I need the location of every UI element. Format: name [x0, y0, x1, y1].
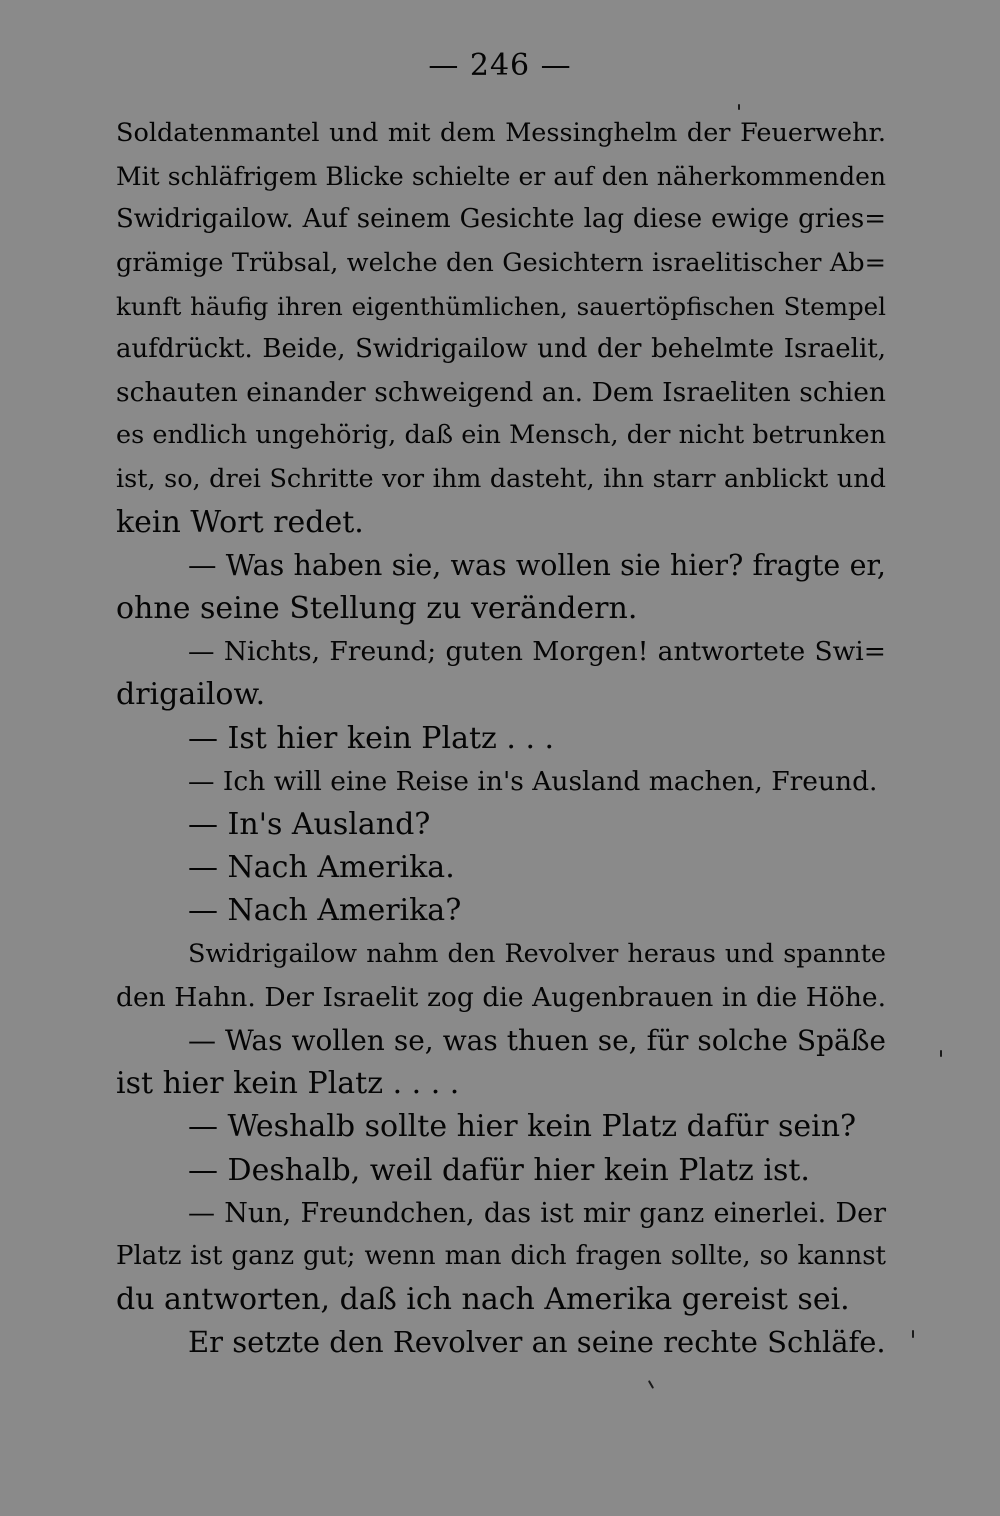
text-line: Soldatenmantel und mit dem Messinghelm der Feuerwehr. [116, 118, 886, 148]
text-line: Swidrigailow nahm den Revolver heraus und spannte [188, 938, 886, 969]
text-line: — Ich will eine Reise in's Ausland machen, Freund. [188, 765, 878, 797]
text-line: aufdrückt. Beide, Swidrigailow und der behelmte Israelit, [116, 333, 886, 364]
print-speck [648, 1380, 654, 1389]
page-text [116, 112, 886, 1364]
text-line: ohne seine Stellung zu verändern. [116, 591, 638, 627]
text-line: den Hahn. Der Israelit zog die Augenbrauen in die Höhe. [116, 981, 886, 1013]
text-line: — Nach Amerika. [188, 850, 455, 886]
text-line: Swidrigailow. Auf seinem Gesichte lag diese ewige gries= [116, 204, 886, 235]
text-line: du antworten, daß ich nach Amerika gereist sei. [116, 1282, 850, 1318]
text-line: Er setzte den Revolver an seine rechte Schläfe. [188, 1325, 886, 1360]
text-line: — In's Ausland? [188, 807, 431, 842]
text-line: Mit schläfrigem Blicke schielte er auf den näherkommenden [116, 162, 886, 192]
text-line: — Nach Amerika? [188, 893, 462, 929]
print-speck [912, 1330, 914, 1338]
text-line: — Was wollen se, was thuen se, für solche Späße [188, 1023, 886, 1057]
text-line: es endlich ungehörig, daß ein Mensch, der nicht betrunken [116, 420, 886, 451]
text-line: kunft häufig ihren eigenthümlichen, sauertöpfischen Stempel [116, 291, 886, 321]
text-line: drigailow. [116, 677, 266, 713]
text-line: — Nichts, Freund; guten Morgen! antwortete Swi= [188, 636, 886, 668]
text-line: ist, so, drei Schritte vor ihm dasteht, ihn starr anblickt und [116, 463, 886, 494]
text-line: schauten einander schweigend an. Dem Israeliten schien [116, 377, 886, 409]
text-line: ist hier kein Platz . . . . [116, 1066, 460, 1102]
text-line: kein Wort redet. [116, 504, 364, 540]
text-line: — Nun, Freundchen, das ist mir ganz einerlei. Der [188, 1197, 886, 1229]
print-speck [940, 1050, 942, 1057]
text-line: — Weshalb sollte hier kein Platz dafür sein? [188, 1109, 857, 1145]
page-number: — 246 — [428, 48, 572, 83]
text-line: — Ist hier kein Platz . . . [188, 720, 555, 756]
text-line: — Deshalb, weil dafür hier kein Platz ist. [188, 1152, 810, 1188]
text-line: — Was haben sie, was wollen sie hier? fragte er, [188, 548, 886, 582]
print-speck [738, 104, 740, 110]
text-line: Platz ist ganz gut; wenn man dich fragen sollte, so kannst [116, 1240, 886, 1271]
text-line: grämige Trübsal, welche den Gesichtern israelitischer Ab= [116, 247, 886, 278]
